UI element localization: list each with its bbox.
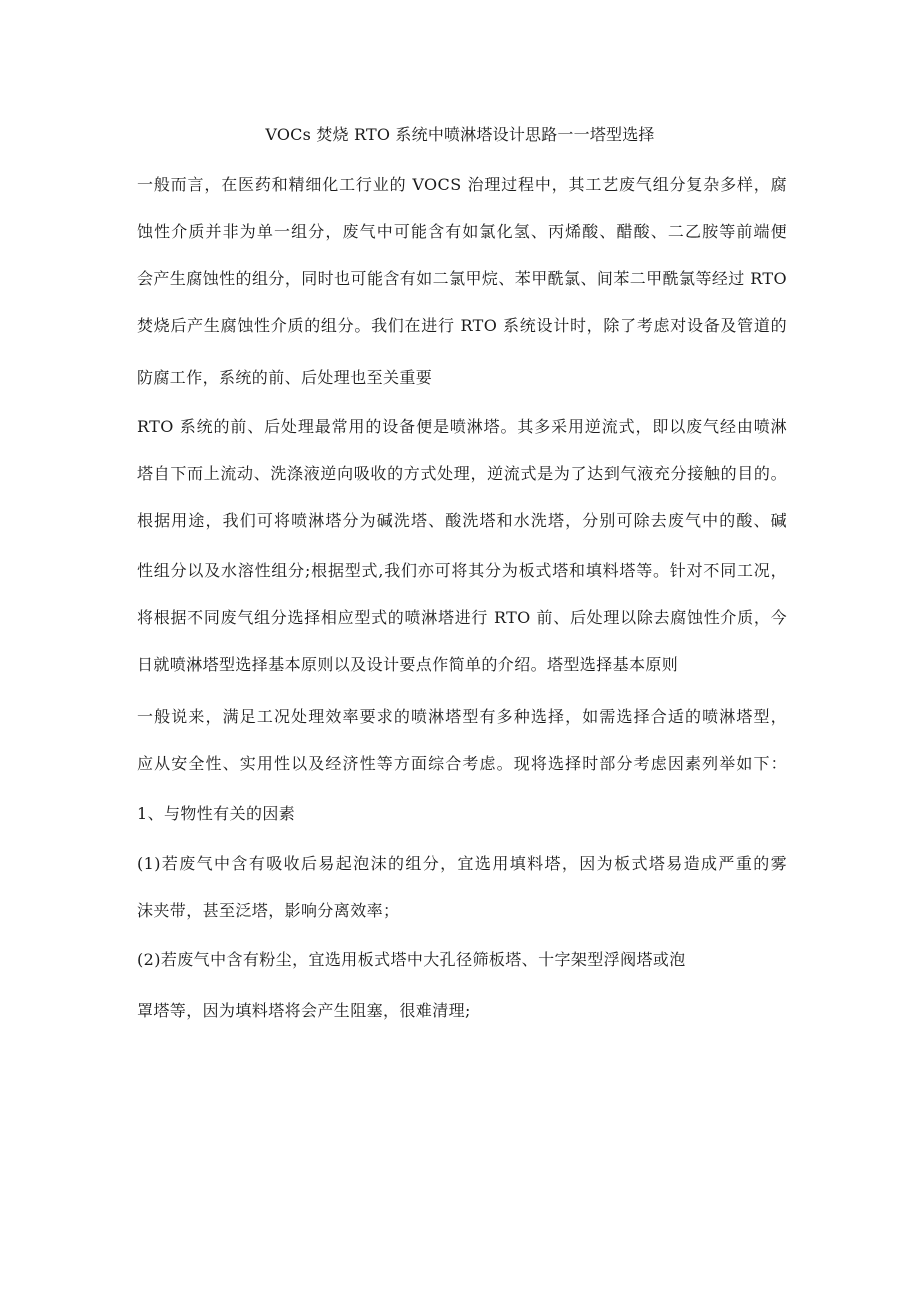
paragraph-line: 蚀性介质并非为单一组分，废气中可能含有如氯化氢、丙烯酸、醋酸、二乙胺等前端便: [137, 222, 787, 241]
document-title: VOCs 焚烧 RTO 系统中喷淋塔设计思路一一塔型选择: [265, 125, 655, 144]
paragraph-line: 应从安全性、实用性以及经济性等方面综合考虑。现将选择时部分考虑因素列举如下：: [137, 754, 787, 773]
section-heading: 1、与物性有关的因素: [137, 804, 296, 823]
paragraph-line: 沫夹带，甚至泛塔，影响分离效率；: [137, 901, 400, 920]
paragraph-line: (2)若废气中含有粉尘，宜选用板式塔中大孔径筛板塔、十字架型浮阀塔或泡: [137, 950, 686, 969]
paragraph-line: 性组分以及水溶性组分;根据型式,我们亦可将其分为板式塔和填料塔等。针对不同工况，: [137, 561, 787, 580]
paragraph-line: 一般说来，满足工况处理效率要求的喷淋塔型有多种选择，如需选择合适的喷淋塔型，: [137, 707, 787, 726]
paragraph-line: 日就喷淋塔型选择基本原则以及设计要点作简单的介绍。塔型选择基本原则: [137, 655, 679, 674]
paragraph-line: (1)若废气中含有吸收后易起泡沫的组分，宜选用填料塔，因为板式塔易造成严重的雾: [137, 854, 787, 873]
paragraph-line: 焚烧后产生腐蚀性介质的组分。我们在进行 RTO 系统设计时，除了考虑对设备及管道的: [137, 316, 787, 335]
paragraph-line: 罩塔等，因为填料塔将会产生阻塞，很难清理;: [137, 1001, 471, 1020]
paragraph-line: 将根据不同废气组分选择相应型式的喷淋塔进行 RTO 前、后处理以除去腐蚀性介质，今: [137, 608, 787, 627]
paragraph-line: RTO 系统的前、后处理最常用的设备便是喷淋塔。其多采用逆流式，即以废气经由喷淋: [137, 417, 787, 436]
paragraph-line: 塔自下而上流动、洗涤液逆向吸收的方式处理，逆流式是为了达到气液充分接触的目的。: [137, 464, 787, 483]
paragraph-line: 会产生腐蚀性的组分，同时也可能含有如二氯甲烷、苯甲酰氯、间苯二甲酰氯等经过 RTO: [137, 269, 787, 288]
paragraph-line: 一般而言，在医药和精细化工行业的 VOCS 治理过程中，其工艺废气组分复杂多样，腐: [137, 175, 787, 194]
paragraph-line: 防腐工作，系统的前、后处理也至关重要: [137, 368, 433, 387]
paragraph-line: 根据用途，我们可将喷淋塔分为碱洗塔、酸洗塔和水洗塔，分别可除去废气中的酸、碱: [137, 511, 787, 530]
